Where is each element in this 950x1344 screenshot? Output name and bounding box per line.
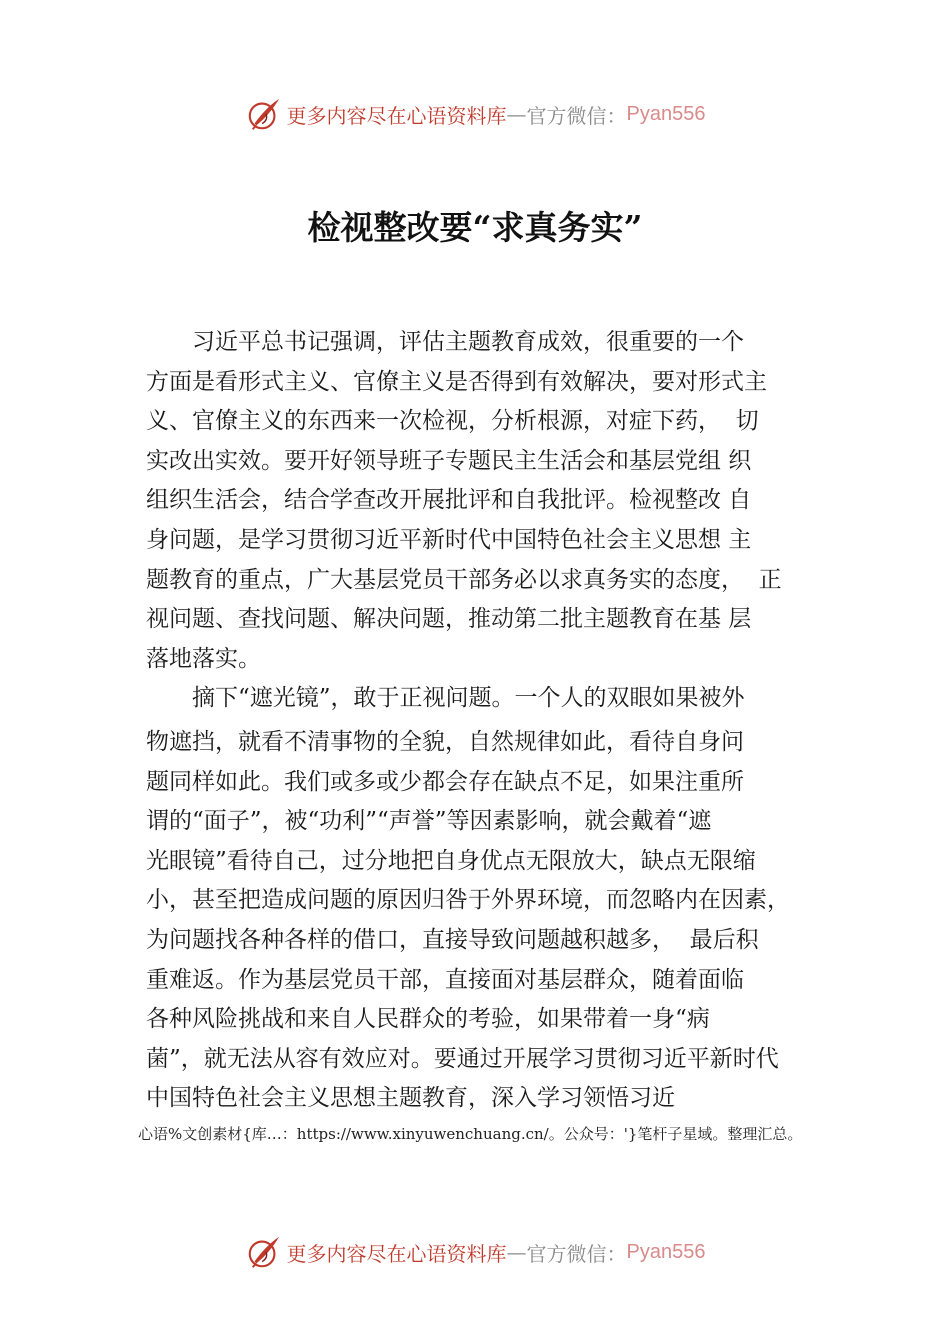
paragraph-line: 中国特色社会主义思想主题教育，深入学习领悟习近: [146, 1085, 675, 1112]
paragraph-line: 题教育的重点，广大基层党员干部务必以求真务实的态度， 正: [146, 566, 782, 593]
paragraph-line: 实改出实效。要开好领导班子专题民主生活会和基层党组 织: [146, 447, 752, 474]
paragraph-line: 方面是看形式主义、官僚主义是否得到有效解决，要对形式主: [146, 368, 767, 395]
paragraph-line: 习近平总书记强调，评估主题教育成效，很重要的一个: [146, 329, 744, 355]
paragraph-line: 义、官僚主义的东西来一次检视，分析根源，对症下药， 切: [146, 408, 759, 435]
paragraph-line: 摘下“遮光镜”，敢于正视问题。一个人的双眼如果被外: [146, 685, 745, 711]
paragraph-line: 题同样如此。我们或多或少都会存在缺点不足，如果注重所: [146, 768, 744, 795]
paragraph-line: 落地落实。: [146, 645, 261, 672]
banner-separator: —: [506, 1240, 527, 1264]
paragraph-line: 谓的“面子”，被“功利”“声誉”等因素影响，就会戴着“遮: [146, 808, 712, 835]
paragraph-1: [146, 323, 836, 679]
paragraph-line: 光眼镜”看待自己，过分地把自身优点无限放大，缺点无限缩: [146, 847, 756, 874]
footer-banner: [0, 1232, 950, 1272]
header-banner: [0, 94, 950, 134]
paragraph-line: 小，甚至把造成问题的原因归咎于外界环境，而忽略内在因素，: [146, 887, 790, 914]
paragraph-line: 菌”，就无法从容有效应对。要通过开展学习贯彻习近平新时代: [146, 1045, 779, 1072]
banner-wechat-id: Pyan556: [626, 1240, 706, 1263]
paragraph-line: 物遮挡，就看不清事物的全貌，自然规律如此，看待自身问: [146, 729, 744, 755]
banner-separator: —: [506, 102, 527, 126]
paragraph-line: 重难返。作为基层党员干部，直接面对基层群众，随着面临: [146, 966, 744, 993]
paragraph-2: [146, 679, 836, 1119]
source-footnote: 心语%文创素材{库…：https://www.xinyuwenchuang.cn/。公众号：'}笔杆子星域。整理汇总。: [138, 1125, 803, 1143]
banner-wechat-label: 官方微信：: [526, 1241, 627, 1266]
banner-wechat-id: Pyan556: [626, 102, 706, 125]
paragraph-line: 身问题，是学习贯彻习近平新时代中国特色社会主义思想 主: [146, 526, 752, 553]
banner-brand: 更多内容尽在心语资料库: [286, 103, 507, 128]
paragraph-line: 组织生活会，结合学查改开展批评和自我批评。检视整改 自: [146, 487, 752, 514]
quill-pen-logo-icon: [245, 1233, 283, 1271]
page-title: 检视整改要“求真务实”: [307, 208, 643, 247]
banner-brand: 更多内容尽在心语资料库: [286, 1241, 507, 1266]
banner-wechat-label: 官方微信：: [526, 103, 627, 128]
paragraph-line: 各种风险挑战和来自人民群众的考验，如果带着一身“病: [146, 1006, 710, 1033]
paragraph-line: 为问题找各种各样的借口，直接导致问题越积越多， 最后积: [146, 926, 759, 953]
quill-pen-logo-icon: [245, 95, 283, 133]
paragraph-line: 视问题、查找问题、解决问题，推动第二批主题教育在基 层: [146, 606, 752, 633]
